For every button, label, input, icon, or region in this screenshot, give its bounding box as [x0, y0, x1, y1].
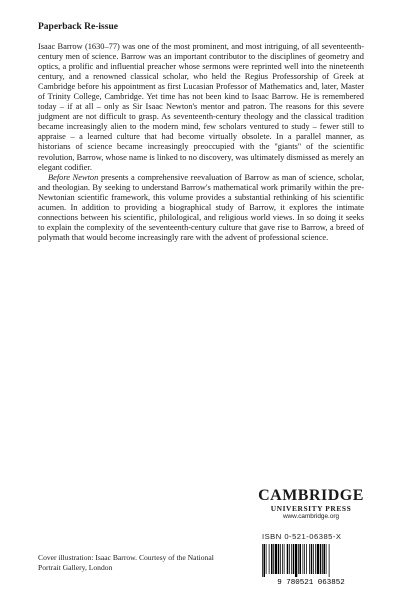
barcode-digits: 9 780521 063852: [277, 579, 345, 586]
isbn-label: ISBN 0-521-06385-X: [262, 532, 342, 541]
barcode-bar: [315, 544, 316, 574]
blurb-paragraph-2: [38, 173, 364, 243]
barcode-bar: [266, 544, 267, 574]
barcode-bar: [313, 544, 314, 574]
barcode-bar: [280, 544, 281, 574]
barcode-bar: [309, 544, 310, 574]
cover-credit: Cover illustration: Isaac Barrow. Courtesy of the National Portrait Gallery, London: [38, 553, 214, 572]
barcode-bar: [278, 544, 280, 574]
barcode-bar: [269, 544, 270, 574]
barcode-bar: [300, 544, 302, 574]
barcode-bar: [326, 544, 327, 574]
barcode-bar: [293, 544, 295, 574]
blurb-paragraph-1: Isaac Barrow (1630–77) was one of the most prominent, and most intriguing, of all seventeenth-century men of science. Barrow was an important contributor to the disciplines of geometry and optics, a prolific and influential preacher whose sermons were reprinted well into the nineteenth century, and a renowned classical scholar, who held the Regius Professorship of Greek at Cambridge before his appointment as first Lucasian Professor of Mathematics and, later, Master of Trinity College, Cambridge. Yet time has not been kind to Isaac Barrow. He is remembered today – if at all – only as Sir Isaac Newton's mentor and patron. The reasons for this severe judgment are not difficult to grasp. As seventeenth-century theology and the classical tradition became increasingly alien to the modern mind, few scholars ventured to study – fewer still to appraise – a learned culture that had become virtually obsolete. In a parallel manner, as historians of science became increasingly preoccupied with the "giants" of the scientific revolution, Barrow, whose name is linked to no discovery, was ultimately dismissed as merely an elegant codifier.: [38, 42, 364, 172]
barcode-bar: [264, 544, 266, 577]
publisher-logo: [255, 488, 367, 521]
blurb: [38, 42, 364, 243]
barcode-bar: [275, 544, 277, 574]
barcode-bar: [284, 544, 285, 574]
barcode-bar: [271, 544, 273, 574]
barcode-bar: [311, 544, 313, 574]
barcode-bar: [303, 544, 304, 574]
book-title: Before Newton: [48, 172, 99, 182]
barcode-bar: [262, 544, 263, 577]
barcode-bar: [329, 544, 330, 577]
barcode-bar: [291, 544, 292, 574]
publisher-name: CAMBRIDGE: [258, 487, 364, 504]
barcode-bar: [282, 544, 283, 574]
barcode-bar: [304, 544, 305, 574]
barcode-bar: [289, 544, 290, 574]
barcode-bar: [273, 544, 274, 574]
barcode-bar: [298, 544, 299, 574]
reissue-heading: Paperback Re-issue: [38, 22, 118, 32]
publisher-url: www.cambridge.org: [282, 513, 340, 520]
barcode-bar: [322, 544, 323, 574]
publisher-subtitle: UNIVERSITY PRESS: [270, 504, 352, 513]
barcode-bar: [306, 544, 307, 574]
barcode-bar: [287, 544, 289, 574]
barcode-bar: [295, 544, 297, 577]
barcode-bar: [324, 544, 326, 574]
barcode: [256, 542, 366, 586]
barcode-bar: [317, 544, 319, 574]
blurb-paragraph-2-text: presents a comprehensive reevaluation of Barrow as man of science, scholar, and theologian. By seeking to understand Barrow's mathematical work primarily within the pre-Newtonian scientific framework, this volume provides a substantial rethinking of his scientific acumen. In addition to providing a biographical study of Barrow, it explores the intimate connections between his scientific, philological, and religious world views. In so doing it seeks to explain the complexity of the seventeenth-century culture that gave rise to Barrow, a breed of polymath that would become increasingly rare with the advent of professional science.: [38, 172, 365, 242]
barcode-bar: [320, 544, 322, 574]
